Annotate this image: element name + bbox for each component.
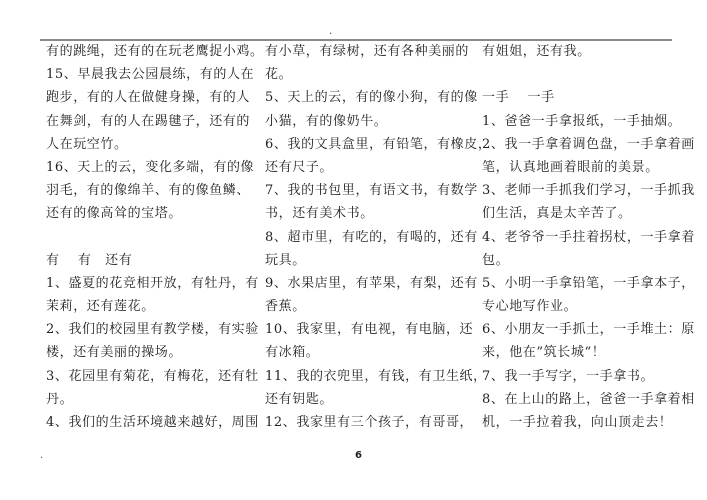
text-line: 3、老师一手抓我们学习，一手抓我 (482, 183, 695, 199)
text-line: 有小草，有绿树，还有各种美丽的 (265, 44, 470, 59)
text-line: 5、天上的云，有的像小狗，有的像 (265, 90, 478, 106)
text-line: 人在玩空竹。 (46, 136, 128, 152)
text-line: 2、我们的校园里有教学楼，有实验 (46, 322, 259, 338)
text-line: 9、水果店里，有苹果，有梨，还有 (265, 275, 478, 291)
text-line: 玩具。 (265, 252, 306, 268)
header-dot: . (329, 26, 333, 37)
text-line: 15、早晨我去公园晨练，有的人在 (46, 67, 255, 83)
text-line: 7、我一手写字，一手拿书。 (482, 368, 655, 384)
text-line: 茉莉，还有莲花。 (46, 299, 155, 315)
text-line: 11、我的衣兜里，有钱，有卫生纸， (265, 368, 487, 384)
text-line: 有冰箱。 (265, 345, 320, 361)
text-line: 6、小朋友一手抓土，一手堆土：原 (482, 322, 695, 338)
text-line: 3、花园里有菊花，有梅花，还有牡 (46, 368, 259, 384)
text-line: 16、天上的云，变化多端，有的像 (46, 159, 255, 175)
text-line: 羽毛，有的像绵羊、有的像鱼鳞、 (46, 183, 251, 199)
text-line: 1、爸爸一手拿报纸，一手抽烟。 (482, 113, 682, 129)
page-number: 6 (355, 450, 362, 461)
text-line: 跑步，有的人在做健身操，有的人 (46, 90, 251, 106)
text-line: 8、在上山的路上，爸爸一手拿着相 (482, 391, 695, 407)
text-line: 包。 (482, 252, 510, 268)
text-line: 12、我家里有三个孩子，有哥哥， (265, 415, 474, 430)
text-line: 4、老爷爷一手拄着拐杖，一手拿着 (482, 229, 695, 245)
text-line: 有 有 还有 (46, 252, 133, 268)
text-line: 机，一手拉着我，向山顶走去！ (482, 415, 673, 430)
text-line: 4、我们的生活环境越来越好，周围 (46, 415, 259, 430)
text-line: 花。 (265, 67, 293, 83)
text-line: 来，他在”筑长城“！ (482, 345, 606, 361)
text-line: 7、我的书包里，有语文书，有数学 (265, 183, 478, 199)
text-line: 专心地写作业。 (482, 299, 578, 315)
text-line: 们生活，真是太辛苦了。 (482, 206, 632, 222)
text-line: 丹。 (46, 391, 74, 407)
text-line: 有的跳绳，还有的在玩老鹰捉小鸡。 (46, 44, 264, 59)
text-line: 还有尺子。 (265, 159, 334, 175)
text-line (46, 226, 264, 249)
text-line: 笔，认真地画着眼前的美景。 (482, 159, 659, 175)
column-2 (265, 40, 491, 434)
text-line: 书，还有美术书。 (265, 206, 374, 222)
text-line: 还有钥匙。 (265, 391, 334, 407)
text-line: 10、我家里，有电视，有电脑，还 (265, 322, 474, 338)
text-line: 楼，还有美丽的操场。 (46, 345, 183, 361)
text-line: 一手 一手 (482, 90, 555, 106)
text-line: 在舞剑，有的人在踢毽子，还有的 (46, 113, 251, 129)
text-line: 有姐姐，还有我。 (482, 44, 591, 59)
text-line: 还有的像高耸的宝塔。 (46, 206, 183, 222)
text-line: 小猫，有的像奶牛。 (265, 113, 388, 129)
column-3 (482, 40, 695, 434)
column-1 (46, 40, 264, 434)
footer-dot: . (40, 450, 44, 461)
text-line: 2、我一手拿着调色盘，一手拿着画 (482, 136, 695, 152)
text-line: 8、超市里，有吃的，有喝的，还有 (265, 229, 478, 245)
text-line: 6、我的文具盒里，有铅笔，有橡皮， (265, 136, 492, 152)
text-line: 5、小明一手拿铅笔，一手拿本子， (482, 275, 695, 291)
text-line: 香蕉。 (265, 299, 306, 315)
text-line (482, 63, 695, 86)
text-line: 1、盛夏的花竞相开放，有牡丹，有 (46, 275, 259, 291)
